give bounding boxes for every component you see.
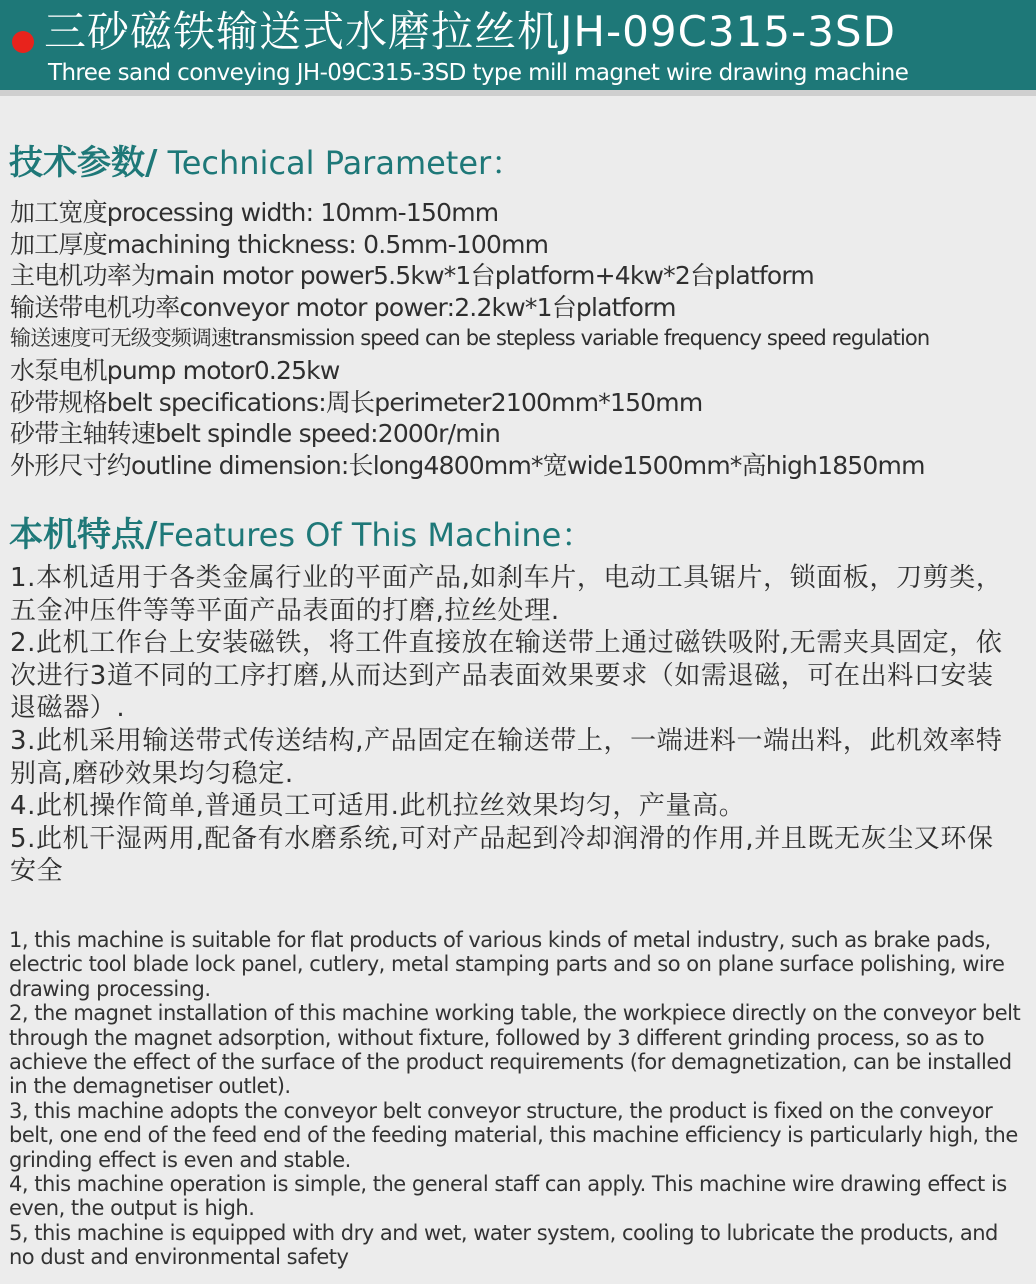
parameter-list — [10, 197, 929, 481]
technical-heading-en: Technical Parameter： — [157, 144, 524, 182]
features-list-en — [9, 928, 1029, 1270]
param-pump-motor: 水泵电机pump motor0.25kw — [10, 355, 340, 385]
feature-item-en: 4, this machine operation is simple, the general staff can apply. This machine wire drawing effect is even, the output is high. — [9, 1172, 1007, 1221]
technical-heading-cn: 技术参数/ — [9, 143, 158, 183]
features-list-cn — [10, 562, 1015, 888]
title-banner — [0, 0, 1036, 96]
param-conveyor-motor-power: 输送带电机功率conveyor motor power:2.2kw*1台platform — [10, 292, 676, 322]
feature-item-cn: 3.此机采用输送带式传送结构,产品固定在输送带上，一端进料一端出料，此机效率特别高,磨砂效果均匀稳定. — [10, 725, 1003, 789]
feature-item-en: 2, the magnet installation of this machine working table, the workpiece directly on the conveyor belt through the magnet adsorption, without fixture, followed by 3 different grinding process, so as to achieve the effect of the surface of the product requirements (for demagnetization, can be installed in the demagnetiser outlet). — [9, 1001, 1021, 1099]
feature-item-cn: 4.此机操作简单,普通员工可适用.此机拉丝效果均匀，产量高。 — [10, 791, 746, 822]
feature-item-cn: 1.本机适用于各类金属行业的平面产品,如刹车片，电动工具锯片，锁面板，刀剪类，五金冲压件等等平面产品表面的打磨,拉丝处理. — [10, 563, 1003, 626]
param-processing-width: 加工宽度processing width: 10mm-150mm — [10, 198, 499, 227]
param-machining-thickness: 加工厚度machining thickness: 0.5mm-100mm — [10, 229, 549, 259]
feature-item-en: 5, this machine is equipped with dry and wet, water system, cooling to lubricate the products, and no dust and environmental safety — [9, 1220, 998, 1270]
feature-item-cn: 5.此机干湿两用,配备有水磨系统,可对产品起到冷却润滑的作用,并且既无灰尘又环保安全 — [10, 823, 994, 887]
page-title: 三砂磁铁输送式水磨拉丝机JH-09C315-3SD — [44, 7, 896, 56]
param-main-motor-power: 主电机功率为main motor power5.5kw*1台platform+4kw*2台platform — [10, 261, 814, 291]
param-transmission-speed: 输送速度可无级变频调速transmission speed can be stepless variable frequency speed regulation — [10, 326, 930, 351]
param-outline-dimension: 外形尺寸约outline dimension:长long4800mm*宽wide1500mm*高high1850mm — [10, 450, 925, 480]
red-dot-icon — [12, 31, 34, 53]
features-heading-cn: 本机特点/ — [9, 515, 158, 555]
param-belt-specifications: 砂带规格belt specifications:周长perimeter2100mm*150mm — [10, 387, 703, 417]
page-subtitle: Three sand conveying JH-09C315-3SD type mill magnet wire drawing machine — [48, 60, 909, 86]
feature-item-en: 3, this machine adopts the conveyor belt conveyor structure, the product is fixed on the conveyor belt, one end of the feed end of the feeding material, this machine efficiency is particularly high, the grinding effect is even and stable. — [9, 1098, 1018, 1172]
features-heading — [9, 514, 593, 556]
feature-item-cn: 2.此机工作台上安装磁铁，将工件直接放在输送带上通过磁铁吸附,无需夹具固定，依次进行3道不同的工序打磨,从而达到产品表面效果要求（如需退磁，可在出料口安装退磁器）. — [10, 628, 1003, 724]
feature-item-en: 1, this machine is suitable for flat products of various kinds of metal industry, such as brake pads, electric tool blade lock panel, cutlery, metal stamping parts and so on plane surface polishing, wire drawing processing. — [9, 928, 1005, 1001]
technical-parameter-heading — [9, 142, 523, 184]
features-heading-en: Features Of This Machine： — [157, 516, 594, 554]
param-belt-spindle-speed: 砂带主轴转速belt spindle speed:2000r/min — [10, 419, 500, 449]
